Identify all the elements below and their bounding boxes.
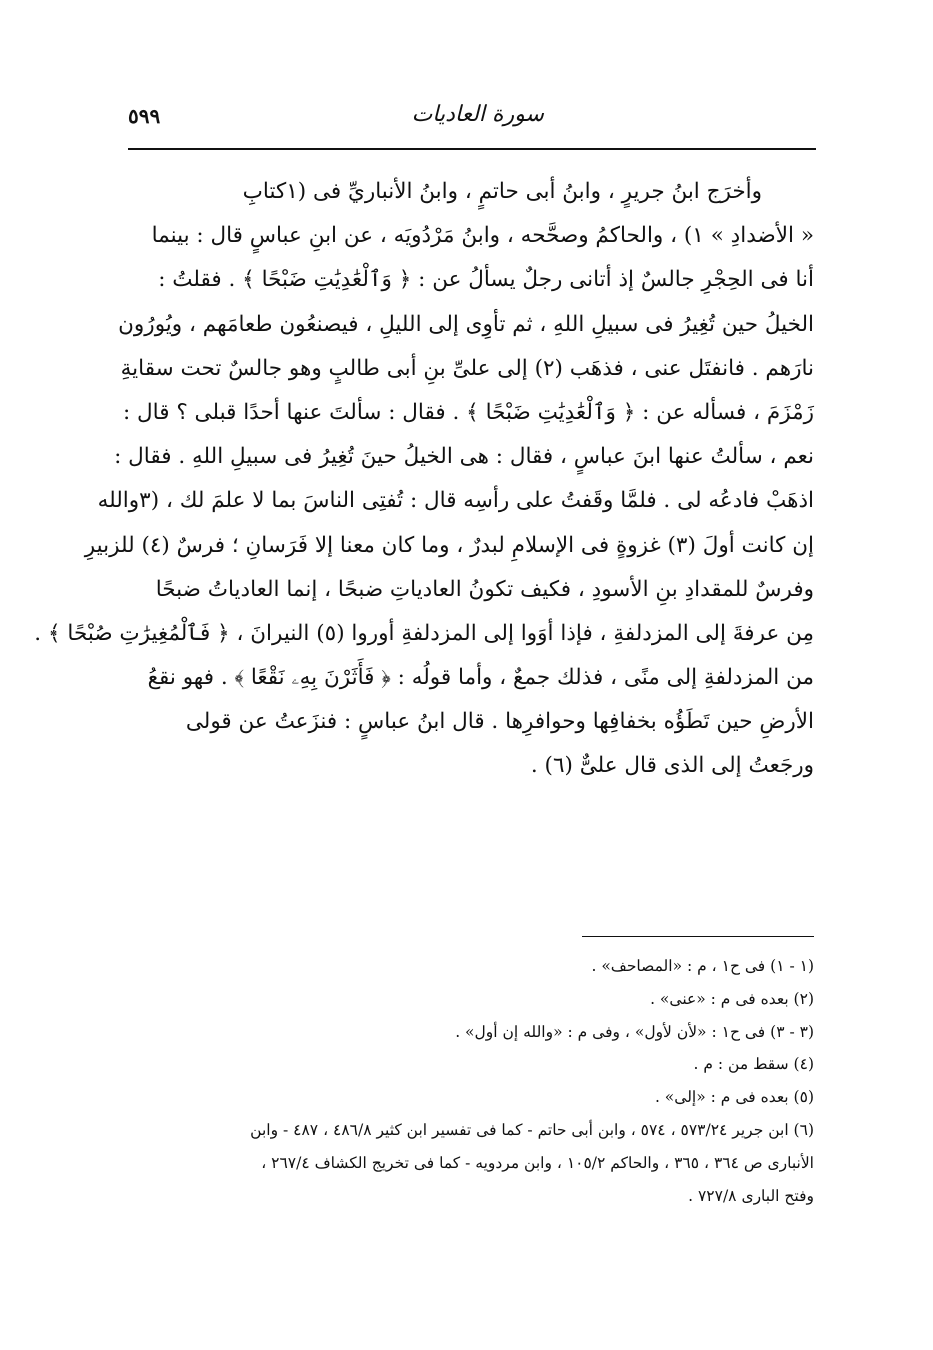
footnotes — [130, 950, 814, 1212]
header-rule — [128, 148, 816, 150]
text-line: الأرضِ حين تَطَؤُه بخفافِها وحوافرِها . قال ابنُ عباسٍ : فنزَعتُ عن قولى — [185, 709, 814, 735]
footnote: (٣ - ٣) فى ح١ : «لأن لأول» ، وفى م : «والله إن أول» . — [455, 1022, 814, 1041]
text-line: نارَهم . فانفتَل عنى ، فذهَب (٢) إلى علىِّ بنِ أبى طالبٍ وهو جالسٌ تحت سقايةِ — [120, 355, 814, 381]
footnote: (١ - ١) فى ح١ ، م : «المصاحف» . — [591, 957, 814, 975]
footnote: (٦) ابن جرير ٥٧٣/٢٤ ، ٥٧٤ ، وابن أبى حاتم - كما فى تفسير ابن كثير ٤٨٦/٨ ، ٤٨٧ - وابن — [250, 1120, 814, 1139]
footnote: وفتح البارى ٧٢٧/٨ . — [688, 1186, 814, 1205]
page-number: ٥٩٩ — [128, 104, 161, 128]
text-line: وفرسٌ للمقدادِ بنِ الأسودِ ، فكيف تكونُ العادياتِ ضبحًا ، إنما العادياتُ ضبحًا — [155, 576, 814, 602]
surah-title: سورة العاديات — [411, 102, 544, 127]
text-line: مِن عرفةَ إلى المزدلفةِ ، فإذا أوَوا إلى المزدلفةِ أوروا (٥) النيرانَ ، ﴿ فَٱلْمُغِيرَٰتِ صُبْحًا ﴾ . — [34, 620, 814, 646]
text-line: زَمْزَمَ ، فسأله عن : ﴿ وَٱلْعَٰدِيَٰتِ ضَبْحًا ﴾ . فقال : سألتَ عنها أحدًا قبلى ؟ قال : — [122, 399, 814, 425]
text-line: ورجَعتُ إلى الذى قال علىٌّ (٦) . — [530, 753, 814, 779]
running-header — [128, 96, 814, 148]
footnote: (٢) بعده فى م : «عنى» . — [650, 989, 814, 1008]
footnote: (٥) بعده فى م : «إلى» . — [654, 1088, 814, 1107]
text-line: اذهَبْ فادعُه لى . فلمَّا وقَفتُ على رأسِه قال : تُفتِى الناسَ بما لا علمَ لك ، (٣والله — [97, 488, 814, 514]
main-text — [34, 170, 814, 788]
footnote: الأنبارى ص ٣٦٤ ، ٣٦٥ ، والحاكم ١٠٥/٢ ، وابن مردويه - كما فى تخريج الكشاف ٢٦٧/٤ ، — [261, 1153, 814, 1172]
footnote-separator — [582, 936, 814, 937]
text-line: وأخرَج ابنُ جريرٍ ، وابنُ أبى حاتمٍ ، وابنُ الأنباريِّ فى (١كتابِ — [242, 179, 762, 204]
text-line: إن كانت أولَ (٣) غزوةٍ فى الإسلامِ لبدرٌ ، وما كان معنا إلا فَرَسانِ ؛ فرسٌ (٤) للزبيرِ — [84, 532, 814, 558]
text-line: « الأضدادِ » ١) ، والحاكمُ وصحَّحه ، وابنُ مَرْدُويَه ، عن ابنِ عباسٍ قال : بينما — [151, 223, 814, 249]
text-line: نعم ، سألتُ عنها ابنَ عباسٍ ، فقال : هى الخيلُ حينَ تُغِيرُ فى سبيلِ اللهِ . فقال : — [114, 444, 814, 470]
text-line: أنا فى الحِجْرِ جالسٌ إذ أتانى رجلٌ يسألُ عن : ﴿ وَٱلْعَٰدِيَٰتِ ضَبْحًا ﴾ . فقلتُ : — [158, 267, 814, 293]
footnote: (٤) سقط من : م . — [693, 1055, 814, 1074]
text-line: من المزدلفةِ إلى منًى ، فذلك جمعٌ ، وأما قولُه : ﴿ فَأَثَرْنَ بِهِۦ نَقْعًا ﴾ . فهو نقعُ — [147, 665, 814, 691]
text-line: الخيلُ حين تُغِيرُ فى سبيلِ اللهِ ، ثم تأوِى إلى الليلِ ، فيصنعُون طعامَهم ، ويُورُون — [118, 311, 814, 337]
